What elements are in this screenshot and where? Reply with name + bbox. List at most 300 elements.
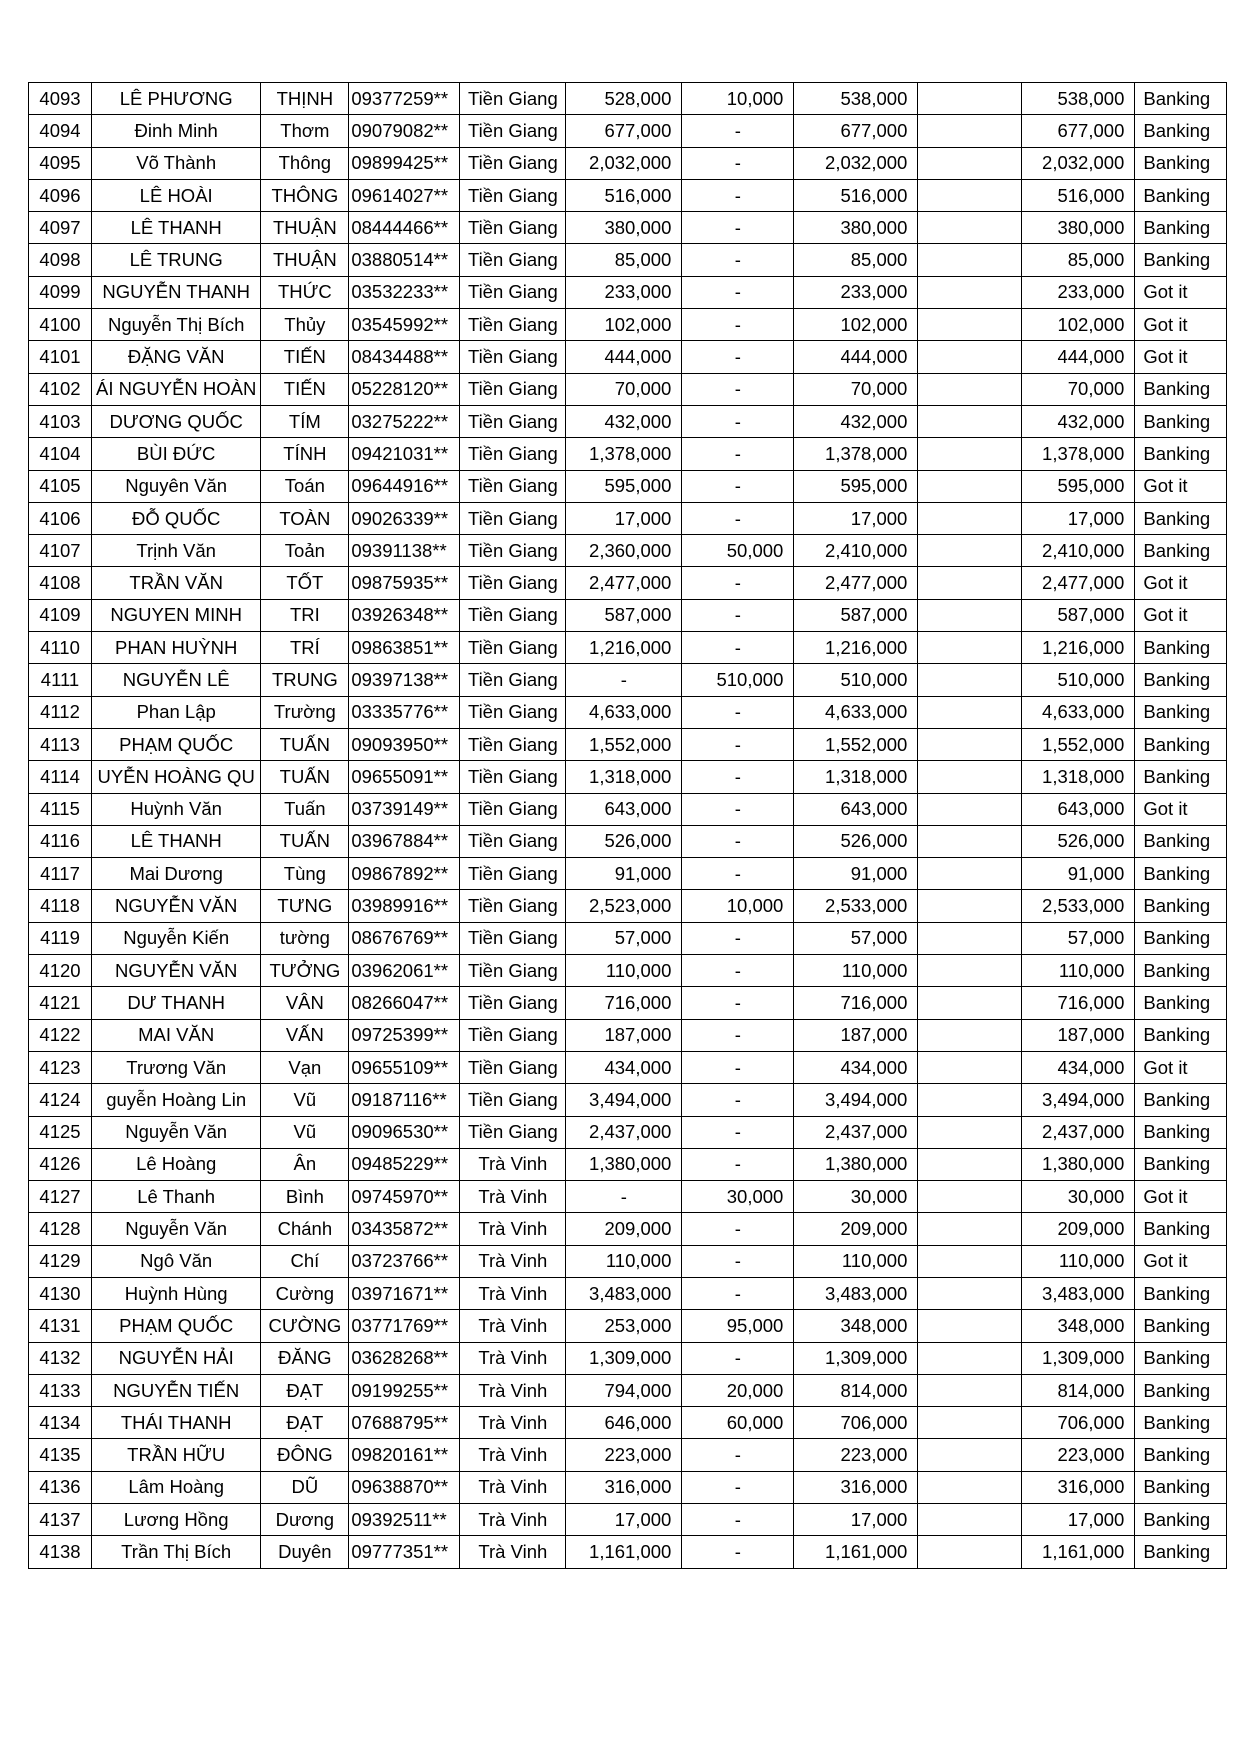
row-number-cell: 4124 (29, 1084, 92, 1116)
payment-method-cell: Banking (1135, 1536, 1227, 1568)
family-name-cell: ÁI NGUYỄN HOÀN (92, 373, 261, 405)
amount-1-cell: 380,000 (566, 212, 682, 244)
phone-cell: 03880514** (349, 244, 460, 276)
amount-1-cell: 110,000 (566, 1245, 682, 1277)
phone-cell: 08266047** (349, 987, 460, 1019)
total-cell: 2,410,000 (794, 535, 918, 567)
phone-cell: 03971671** (349, 1277, 460, 1309)
family-name-cell: Huỳnh Văn (92, 793, 261, 825)
row-number-cell: 4128 (29, 1213, 92, 1245)
table-row (29, 1051, 1227, 1083)
empty-col-cell (918, 438, 1022, 470)
province-cell: Tiền Giang (460, 664, 566, 696)
amount-2-cell: 510,000 (682, 664, 794, 696)
total-cell: 510,000 (794, 664, 918, 696)
empty-col-cell (918, 858, 1022, 890)
amount-2-cell: - (682, 309, 794, 341)
amount-2-cell: 60,000 (682, 1407, 794, 1439)
amount-2-cell: - (682, 470, 794, 502)
phone-cell: 09899425** (349, 147, 460, 179)
table-row (29, 1148, 1227, 1180)
empty-col-cell (918, 1439, 1022, 1471)
family-name-cell: BÙI ĐỨC (92, 438, 261, 470)
total-cell: 223,000 (794, 1439, 918, 1471)
given-name-cell: Toán (261, 470, 349, 502)
empty-col-cell (918, 373, 1022, 405)
row-number-cell: 4107 (29, 535, 92, 567)
phone-cell: 09820161** (349, 1439, 460, 1471)
payment-method-cell: Got it (1135, 1051, 1227, 1083)
family-name-cell: LÊ PHƯƠNG (92, 83, 261, 115)
phone-cell: 09096530** (349, 1116, 460, 1148)
paid-amount-cell: 4,633,000 (1022, 696, 1135, 728)
total-cell: 57,000 (794, 922, 918, 954)
amount-1-cell: 1,161,000 (566, 1536, 682, 1568)
row-number-cell: 4096 (29, 179, 92, 211)
total-cell: 706,000 (794, 1407, 918, 1439)
table-row (29, 1536, 1227, 1568)
given-name-cell: TỐT (261, 567, 349, 599)
table-row (29, 1245, 1227, 1277)
family-name-cell: guyễn Hoàng Lin (92, 1084, 261, 1116)
payment-method-cell: Got it (1135, 276, 1227, 308)
amount-1-cell: 677,000 (566, 115, 682, 147)
amount-1-cell: - (566, 664, 682, 696)
family-name-cell: Huỳnh Hùng (92, 1277, 261, 1309)
phone-cell: 09614027** (349, 179, 460, 211)
amount-2-cell: 20,000 (682, 1374, 794, 1406)
family-name-cell: Đinh Minh (92, 115, 261, 147)
empty-col-cell (918, 890, 1022, 922)
table-row (29, 1439, 1227, 1471)
empty-col-cell (918, 179, 1022, 211)
row-number-cell: 4118 (29, 890, 92, 922)
family-name-cell: NGUYỄN HẢI (92, 1342, 261, 1374)
province-cell: Tiền Giang (460, 115, 566, 147)
row-number-cell: 4133 (29, 1374, 92, 1406)
given-name-cell: ĐẠT (261, 1374, 349, 1406)
total-cell: 70,000 (794, 373, 918, 405)
given-name-cell: VẤN (261, 1019, 349, 1051)
paid-amount-cell: 30,000 (1022, 1181, 1135, 1213)
row-number-cell: 4098 (29, 244, 92, 276)
family-name-cell: TRẦN VĂN (92, 567, 261, 599)
given-name-cell: Thông (261, 147, 349, 179)
given-name-cell: Dương (261, 1504, 349, 1536)
row-number-cell: 4119 (29, 922, 92, 954)
family-name-cell: ĐỖ QUỐC (92, 502, 261, 534)
province-cell: Trà Vinh (460, 1310, 566, 1342)
empty-col-cell (918, 1181, 1022, 1213)
province-cell: Tiền Giang (460, 212, 566, 244)
payment-method-cell: Banking (1135, 1277, 1227, 1309)
table-row (29, 1504, 1227, 1536)
amount-2-cell: - (682, 1051, 794, 1083)
phone-cell: 09725399** (349, 1019, 460, 1051)
total-cell: 1,378,000 (794, 438, 918, 470)
table-row (29, 1310, 1227, 1342)
amount-1-cell: 110,000 (566, 955, 682, 987)
amount-1-cell: 3,494,000 (566, 1084, 682, 1116)
total-cell: 17,000 (794, 1504, 918, 1536)
paid-amount-cell: 70,000 (1022, 373, 1135, 405)
total-cell: 30,000 (794, 1181, 918, 1213)
province-cell: Trà Vinh (460, 1471, 566, 1503)
given-name-cell: THỊNH (261, 83, 349, 115)
phone-cell: 09093950** (349, 728, 460, 760)
given-name-cell: TÍM (261, 405, 349, 437)
amount-1-cell: - (566, 1181, 682, 1213)
row-number-cell: 4125 (29, 1116, 92, 1148)
total-cell: 1,309,000 (794, 1342, 918, 1374)
empty-col-cell (918, 1504, 1022, 1536)
total-cell: 434,000 (794, 1051, 918, 1083)
row-number-cell: 4115 (29, 793, 92, 825)
paid-amount-cell: 1,309,000 (1022, 1342, 1135, 1374)
paid-amount-cell: 434,000 (1022, 1051, 1135, 1083)
payment-method-cell: Got it (1135, 567, 1227, 599)
phone-cell: 03739149** (349, 793, 460, 825)
amount-2-cell: 30,000 (682, 1181, 794, 1213)
amount-1-cell: 2,477,000 (566, 567, 682, 599)
table-row (29, 793, 1227, 825)
given-name-cell: Trường (261, 696, 349, 728)
empty-col-cell (918, 922, 1022, 954)
amount-2-cell: - (682, 1504, 794, 1536)
amount-1-cell: 528,000 (566, 83, 682, 115)
amount-1-cell: 187,000 (566, 1019, 682, 1051)
family-name-cell: NGUYỄN THANH (92, 276, 261, 308)
given-name-cell: Chánh (261, 1213, 349, 1245)
paid-amount-cell: 1,216,000 (1022, 632, 1135, 664)
amount-1-cell: 526,000 (566, 825, 682, 857)
province-cell: Tiền Giang (460, 761, 566, 793)
payment-method-cell: Got it (1135, 309, 1227, 341)
row-number-cell: 4100 (29, 309, 92, 341)
total-cell: 2,032,000 (794, 147, 918, 179)
amount-2-cell: - (682, 179, 794, 211)
amount-1-cell: 2,360,000 (566, 535, 682, 567)
row-number-cell: 4108 (29, 567, 92, 599)
province-cell: Tiền Giang (460, 955, 566, 987)
amount-2-cell: - (682, 1439, 794, 1471)
total-cell: 1,552,000 (794, 728, 918, 760)
province-cell: Tiền Giang (460, 341, 566, 373)
paid-amount-cell: 444,000 (1022, 341, 1135, 373)
amount-2-cell: - (682, 825, 794, 857)
province-cell: Tiền Giang (460, 696, 566, 728)
phone-cell: 03771769** (349, 1310, 460, 1342)
table-row (29, 1019, 1227, 1051)
province-cell: Trà Vinh (460, 1439, 566, 1471)
family-name-cell: NGUYỄN TIẾN (92, 1374, 261, 1406)
amount-2-cell: - (682, 1116, 794, 1148)
amount-2-cell: - (682, 244, 794, 276)
province-cell: Tiền Giang (460, 599, 566, 631)
table-row (29, 761, 1227, 793)
family-name-cell: Nguyễn Văn (92, 1116, 261, 1148)
total-cell: 110,000 (794, 1245, 918, 1277)
empty-col-cell (918, 825, 1022, 857)
phone-cell: 08676769** (349, 922, 460, 954)
phone-cell: 03989916** (349, 890, 460, 922)
payment-method-cell: Banking (1135, 955, 1227, 987)
table-row (29, 115, 1227, 147)
province-cell: Tiền Giang (460, 825, 566, 857)
paid-amount-cell: 814,000 (1022, 1374, 1135, 1406)
amount-1-cell: 643,000 (566, 793, 682, 825)
empty-col-cell (918, 728, 1022, 760)
total-cell: 348,000 (794, 1310, 918, 1342)
phone-cell: 07688795** (349, 1407, 460, 1439)
empty-col-cell (918, 470, 1022, 502)
phone-cell: 03545992** (349, 309, 460, 341)
empty-col-cell (918, 405, 1022, 437)
row-number-cell: 4103 (29, 405, 92, 437)
paid-amount-cell: 187,000 (1022, 1019, 1135, 1051)
paid-amount-cell: 716,000 (1022, 987, 1135, 1019)
province-cell: Tiền Giang (460, 1084, 566, 1116)
total-cell: 316,000 (794, 1471, 918, 1503)
amount-1-cell: 223,000 (566, 1439, 682, 1471)
empty-col-cell (918, 955, 1022, 987)
row-number-cell: 4132 (29, 1342, 92, 1374)
table-row (29, 1084, 1227, 1116)
amount-1-cell: 209,000 (566, 1213, 682, 1245)
family-name-cell: PHAN HUỲNH (92, 632, 261, 664)
amount-1-cell: 233,000 (566, 276, 682, 308)
row-number-cell: 4117 (29, 858, 92, 890)
phone-cell: 09777351** (349, 1536, 460, 1568)
amount-1-cell: 794,000 (566, 1374, 682, 1406)
total-cell: 2,533,000 (794, 890, 918, 922)
phone-cell: 09655109** (349, 1051, 460, 1083)
empty-col-cell (918, 502, 1022, 534)
total-cell: 233,000 (794, 276, 918, 308)
table-row (29, 728, 1227, 760)
phone-cell: 09392511** (349, 1504, 460, 1536)
row-number-cell: 4102 (29, 373, 92, 405)
amount-1-cell: 17,000 (566, 1504, 682, 1536)
table-row (29, 632, 1227, 664)
payment-method-cell: Got it (1135, 599, 1227, 631)
empty-col-cell (918, 535, 1022, 567)
total-cell: 380,000 (794, 212, 918, 244)
phone-cell: 09079082** (349, 115, 460, 147)
payment-method-cell: Banking (1135, 890, 1227, 922)
payment-method-cell: Banking (1135, 147, 1227, 179)
table-row (29, 1213, 1227, 1245)
payment-method-cell: Got it (1135, 341, 1227, 373)
total-cell: 526,000 (794, 825, 918, 857)
table-row (29, 276, 1227, 308)
paid-amount-cell: 85,000 (1022, 244, 1135, 276)
given-name-cell: TUẤN (261, 728, 349, 760)
given-name-cell: TRUNG (261, 664, 349, 696)
table-row (29, 825, 1227, 857)
amount-2-cell: - (682, 858, 794, 890)
given-name-cell: Thơm (261, 115, 349, 147)
amount-2-cell: - (682, 1019, 794, 1051)
paid-amount-cell: 706,000 (1022, 1407, 1135, 1439)
given-name-cell: TOÀN (261, 502, 349, 534)
family-name-cell: Nguyễn Văn (92, 1213, 261, 1245)
amount-1-cell: 646,000 (566, 1407, 682, 1439)
total-cell: 595,000 (794, 470, 918, 502)
payment-method-cell: Banking (1135, 438, 1227, 470)
payment-method-cell: Got it (1135, 1181, 1227, 1213)
payment-method-cell: Banking (1135, 115, 1227, 147)
province-cell: Tiền Giang (460, 470, 566, 502)
row-number-cell: 4110 (29, 632, 92, 664)
amount-2-cell: - (682, 1148, 794, 1180)
amount-2-cell: 50,000 (682, 535, 794, 567)
empty-col-cell (918, 115, 1022, 147)
empty-col-cell (918, 1374, 1022, 1406)
total-cell: 17,000 (794, 502, 918, 534)
phone-cell: 09377259** (349, 83, 460, 115)
province-cell: Tiền Giang (460, 567, 566, 599)
empty-col-cell (918, 1245, 1022, 1277)
phone-cell: 09745970** (349, 1181, 460, 1213)
row-number-cell: 4109 (29, 599, 92, 631)
paid-amount-cell: 526,000 (1022, 825, 1135, 857)
amount-1-cell: 4,633,000 (566, 696, 682, 728)
province-cell: Trà Vinh (460, 1504, 566, 1536)
phone-cell: 03275222** (349, 405, 460, 437)
payment-method-cell: Banking (1135, 405, 1227, 437)
total-cell: 643,000 (794, 793, 918, 825)
amount-1-cell: 316,000 (566, 1471, 682, 1503)
province-cell: Tiền Giang (460, 373, 566, 405)
row-number-cell: 4138 (29, 1536, 92, 1568)
given-name-cell: Tuấn (261, 793, 349, 825)
empty-col-cell (918, 341, 1022, 373)
given-name-cell: TRI (261, 599, 349, 631)
total-cell: 1,380,000 (794, 1148, 918, 1180)
payment-method-cell: Banking (1135, 825, 1227, 857)
table-row (29, 438, 1227, 470)
province-cell: Tiền Giang (460, 309, 566, 341)
amount-1-cell: 716,000 (566, 987, 682, 1019)
payment-method-cell: Banking (1135, 922, 1227, 954)
paid-amount-cell: 17,000 (1022, 502, 1135, 534)
row-number-cell: 4126 (29, 1148, 92, 1180)
amount-2-cell: - (682, 1536, 794, 1568)
amount-1-cell: 2,523,000 (566, 890, 682, 922)
row-number-cell: 4123 (29, 1051, 92, 1083)
given-name-cell: Thủy (261, 309, 349, 341)
total-cell: 716,000 (794, 987, 918, 1019)
total-cell: 4,633,000 (794, 696, 918, 728)
total-cell: 1,161,000 (794, 1536, 918, 1568)
amount-2-cell: - (682, 955, 794, 987)
phone-cell: 08434488** (349, 341, 460, 373)
amount-2-cell: - (682, 1342, 794, 1374)
row-number-cell: 4134 (29, 1407, 92, 1439)
empty-col-cell (918, 83, 1022, 115)
payment-method-cell: Banking (1135, 535, 1227, 567)
family-name-cell: THÁI THANH (92, 1407, 261, 1439)
family-name-cell: PHẠM QUỐC (92, 1310, 261, 1342)
given-name-cell: ĐẠT (261, 1407, 349, 1439)
row-number-cell: 4104 (29, 438, 92, 470)
amount-1-cell: 2,437,000 (566, 1116, 682, 1148)
phone-cell: 09875935** (349, 567, 460, 599)
province-cell: Tiền Giang (460, 405, 566, 437)
payment-method-cell: Banking (1135, 696, 1227, 728)
total-cell: 102,000 (794, 309, 918, 341)
paid-amount-cell: 1,378,000 (1022, 438, 1135, 470)
family-name-cell: TRẦN HỮU (92, 1439, 261, 1471)
phone-cell: 03335776** (349, 696, 460, 728)
amount-2-cell: - (682, 212, 794, 244)
province-cell: Tiền Giang (460, 858, 566, 890)
province-cell: Tiền Giang (460, 179, 566, 211)
amount-1-cell: 3,483,000 (566, 1277, 682, 1309)
paid-amount-cell: 2,477,000 (1022, 567, 1135, 599)
paid-amount-cell: 316,000 (1022, 1471, 1135, 1503)
province-cell: Tiền Giang (460, 728, 566, 760)
amount-2-cell: - (682, 696, 794, 728)
row-number-cell: 4122 (29, 1019, 92, 1051)
phone-cell: 09867892** (349, 858, 460, 890)
row-number-cell: 4101 (29, 341, 92, 373)
paid-amount-cell: 595,000 (1022, 470, 1135, 502)
amount-2-cell: - (682, 1245, 794, 1277)
table-row (29, 179, 1227, 211)
total-cell: 2,477,000 (794, 567, 918, 599)
row-number-cell: 4111 (29, 664, 92, 696)
paid-amount-cell: 380,000 (1022, 212, 1135, 244)
table-row (29, 502, 1227, 534)
empty-col-cell (918, 599, 1022, 631)
given-name-cell: TƯNG (261, 890, 349, 922)
amount-1-cell: 1,378,000 (566, 438, 682, 470)
payment-method-cell: Banking (1135, 1213, 1227, 1245)
total-cell: 432,000 (794, 405, 918, 437)
paid-amount-cell: 1,318,000 (1022, 761, 1135, 793)
payment-method-cell: Banking (1135, 1439, 1227, 1471)
province-cell: Tiền Giang (460, 535, 566, 567)
table-row (29, 696, 1227, 728)
payment-method-cell: Got it (1135, 1245, 1227, 1277)
family-name-cell: Lâm Hoàng (92, 1471, 261, 1503)
paid-amount-cell: 432,000 (1022, 405, 1135, 437)
amount-2-cell: - (682, 341, 794, 373)
row-number-cell: 4121 (29, 987, 92, 1019)
amount-1-cell: 253,000 (566, 1310, 682, 1342)
amount-2-cell: - (682, 1471, 794, 1503)
payment-method-cell: Banking (1135, 244, 1227, 276)
phone-cell: 09026339** (349, 502, 460, 534)
row-number-cell: 4093 (29, 83, 92, 115)
given-name-cell: Tùng (261, 858, 349, 890)
total-cell: 3,494,000 (794, 1084, 918, 1116)
phone-cell: 03723766** (349, 1245, 460, 1277)
table-row (29, 309, 1227, 341)
amount-1-cell: 70,000 (566, 373, 682, 405)
family-name-cell: Trần Thị Bích (92, 1536, 261, 1568)
empty-col-cell (918, 1342, 1022, 1374)
given-name-cell: THUẬN (261, 244, 349, 276)
row-number-cell: 4137 (29, 1504, 92, 1536)
given-name-cell: Toản (261, 535, 349, 567)
paid-amount-cell: 587,000 (1022, 599, 1135, 631)
amount-2-cell: - (682, 793, 794, 825)
amount-1-cell: 587,000 (566, 599, 682, 631)
amount-1-cell: 102,000 (566, 309, 682, 341)
